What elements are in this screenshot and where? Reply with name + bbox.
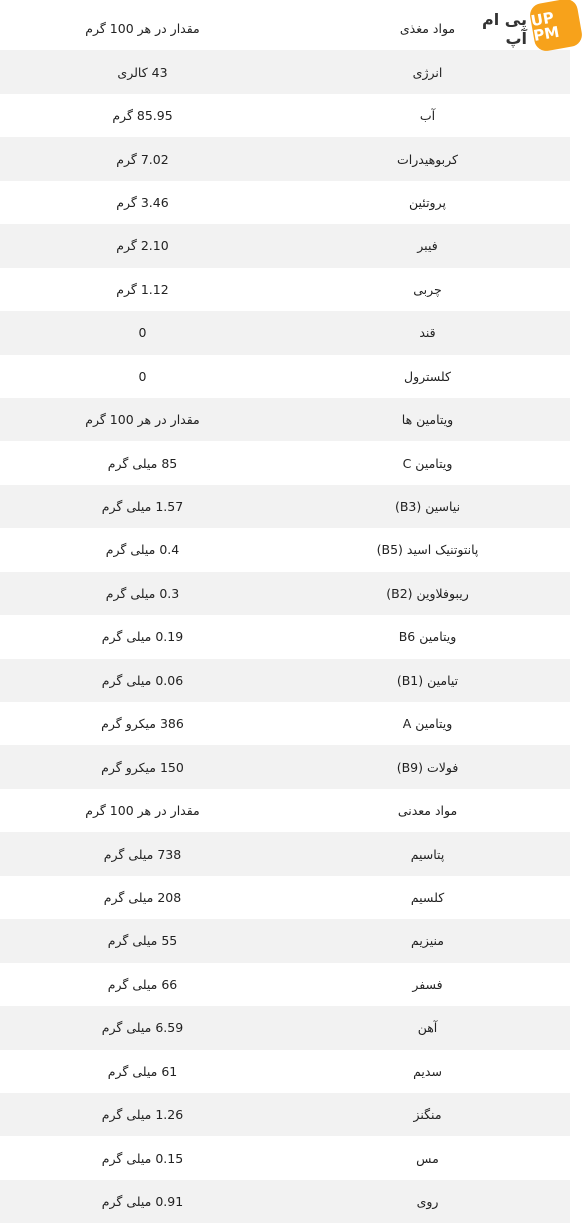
- nutrient-amount: 85.95 گرم: [112, 108, 173, 124]
- nutrient-name: پتاسیم: [410, 846, 445, 862]
- nutrient-name: ویتامین C: [402, 455, 453, 471]
- nutrient-name: مواد مغذی: [399, 21, 456, 37]
- nutrient-amount: 386 میکرو گرم: [101, 716, 184, 732]
- table-row: [0, 268, 570, 311]
- nutrient-amount: 0: [138, 368, 147, 384]
- table-row: [0, 224, 570, 267]
- nutrient-name: فولات (B9): [396, 759, 459, 775]
- nutrient-name: چربی: [413, 281, 442, 297]
- nutrient-amount: 55 میلی گرم: [107, 933, 178, 949]
- nutrient-amount: 0.15 میلی گرم: [101, 1150, 184, 1166]
- nutrient-amount: 0.19 میلی گرم: [101, 629, 184, 645]
- table-row: [0, 355, 570, 398]
- table-row: [0, 1136, 570, 1179]
- nutrient-name: تیامین (B1): [396, 672, 459, 688]
- nutrient-amount: 0.4 میلی گرم: [105, 542, 180, 558]
- nutrient-amount: 0.91 میلی گرم: [101, 1194, 184, 1210]
- nutrient-amount: 85 میلی گرم: [107, 455, 178, 471]
- nutrient-name: فسفر: [412, 976, 443, 992]
- table-row: [0, 572, 570, 615]
- table-row: [0, 528, 570, 571]
- nutrient-amount: مقدار در هر 100 گرم: [85, 21, 200, 37]
- table-row: [0, 963, 570, 1006]
- table-row: [0, 919, 570, 962]
- nutrient-amount: مقدار در هر 100 گرم: [85, 803, 200, 819]
- nutrient-amount: 66 میلی گرم: [107, 976, 178, 992]
- logo-badge: UP PM: [528, 0, 582, 53]
- table-row: [0, 94, 570, 137]
- nutrient-name: قند: [419, 325, 436, 341]
- table-row: [0, 745, 570, 788]
- nutrient-name: نیاسین (B3): [394, 499, 461, 515]
- nutrient-amount: 1.26 میلی گرم: [101, 1107, 184, 1123]
- nutrient-name: کربوهیدرات: [397, 151, 458, 167]
- nutrient-name: ویتامین A: [402, 716, 453, 732]
- table-row: [0, 1093, 570, 1136]
- table-row: [0, 615, 570, 658]
- table-row: [0, 398, 570, 441]
- nutrient-amount: 1.12 گرم: [116, 281, 169, 297]
- nutrient-name: منگنز: [413, 1107, 442, 1123]
- nutrient-amount: 43 کالری: [117, 64, 168, 80]
- nutrient-amount: 0.06 میلی گرم: [101, 672, 184, 688]
- table-row: [0, 1006, 570, 1049]
- nutrient-amount: 208 میلی گرم: [103, 889, 182, 905]
- nutrient-amount: 1.57 میلی گرم: [101, 499, 184, 515]
- nutrient-amount: 2.10 گرم: [116, 238, 169, 254]
- nutrient-amount: 61 میلی گرم: [107, 1063, 178, 1079]
- site-logo: [462, 0, 582, 52]
- table-row: [0, 485, 570, 528]
- nutrient-name: پروتئین: [409, 194, 446, 210]
- table-row: [0, 311, 570, 354]
- nutrient-name: آب: [419, 108, 436, 124]
- nutrient-name: پانتوتنیک اسید (B5): [376, 542, 479, 558]
- nutrient-name: ویتامین B6: [398, 629, 457, 645]
- nutrition-table: [0, 7, 570, 1223]
- table-row: [0, 876, 570, 919]
- nutrient-amount: 738 میلی گرم: [103, 846, 182, 862]
- nutrient-amount: 3.46 گرم: [116, 194, 169, 210]
- table-row: [0, 1050, 570, 1093]
- table-row: [0, 50, 570, 93]
- table-row: [0, 789, 570, 832]
- nutrient-amount: 6.59 میلی گرم: [101, 1020, 184, 1036]
- nutrient-name: کلسیم: [410, 889, 445, 905]
- nutrient-name: روی: [416, 1194, 439, 1210]
- table-row: [0, 702, 570, 745]
- table-row: [0, 137, 570, 180]
- nutrient-name: مواد معدنی: [397, 803, 458, 819]
- nutrient-amount: 0: [138, 325, 147, 341]
- nutrient-name: مس: [416, 1150, 439, 1166]
- nutrient-name: کلسترول: [403, 368, 452, 384]
- nutrient-name: آهن: [417, 1020, 438, 1036]
- nutrient-amount: 7.02 گرم: [116, 151, 169, 167]
- nutrient-name: سدیم: [413, 1063, 442, 1079]
- nutrient-name: ریبوفلاوین (B2): [386, 585, 469, 601]
- table-row: [0, 1180, 570, 1223]
- logo-text: پی ام آپ: [482, 10, 527, 48]
- nutrient-amount: 150 میکرو گرم: [101, 759, 184, 775]
- table-row: [0, 832, 570, 875]
- nutrient-name: منیزیم: [411, 933, 444, 949]
- nutrient-name: فیبر: [417, 238, 438, 254]
- nutrient-amount: مقدار در هر 100 گرم: [85, 412, 200, 428]
- table-row: [0, 181, 570, 224]
- nutrient-name: انرژی: [412, 64, 443, 80]
- nutrient-amount: 0.3 میلی گرم: [105, 585, 180, 601]
- table-row: [0, 441, 570, 484]
- table-row: [0, 659, 570, 702]
- nutrient-name: ویتامین ها: [401, 412, 454, 428]
